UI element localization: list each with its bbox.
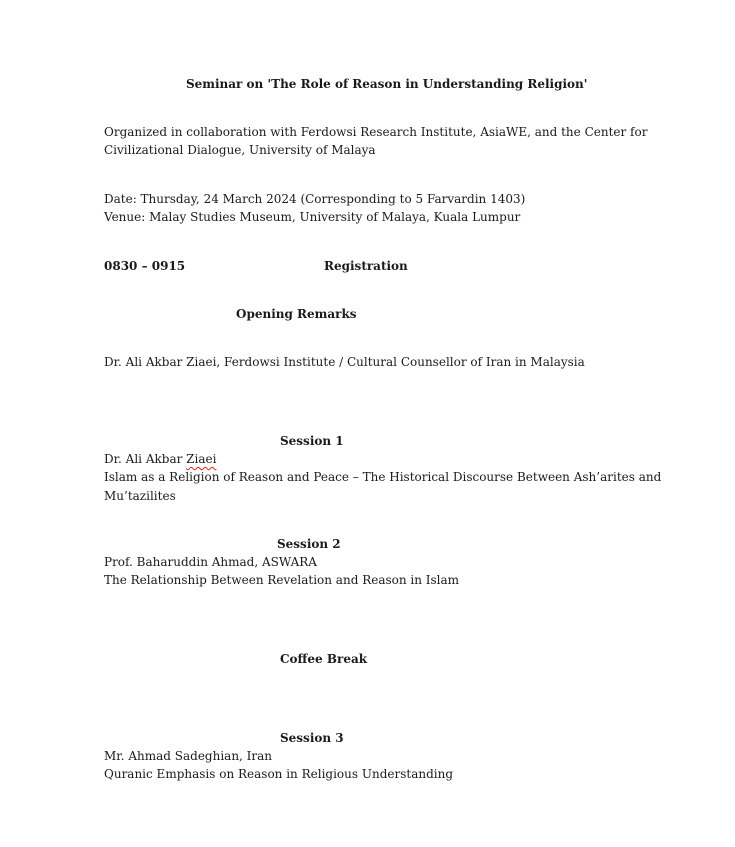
opening-remarks-speaker: Dr. Ali Akbar Ziaei, Ferdowsi Institute / Cultural Counsellor of Iran in Malaysia xyxy=(104,355,585,369)
event-date: Date: Thursday, 24 March 2024 (Corresponding to 5 Farvardin 1403) xyxy=(104,192,526,206)
session-2-speaker: Prof. Baharuddin Ahmad, ASWARA xyxy=(104,555,317,569)
opening-remarks-heading: Opening Remarks xyxy=(236,307,357,321)
session-2-heading: Session 2 xyxy=(277,537,341,551)
session-1-speaker-name: Dr. Ali Akbar xyxy=(104,452,187,466)
registration-label: Registration xyxy=(324,259,408,273)
event-venue: Venue: Malay Studies Museum, University of Malaya, Kuala Lumpur xyxy=(104,210,521,224)
organized-line-1: Organized in collaboration with Ferdowsi Research Institute, AsiaWE, and the Center for xyxy=(104,125,648,139)
session-1-heading: Session 1 xyxy=(280,434,344,448)
session-1-topic-line-2: Mu’tazilites xyxy=(104,489,176,503)
session-3-topic: Quranic Emphasis on Reason in Religious Understanding xyxy=(104,767,454,781)
session-3-heading: Session 3 xyxy=(280,731,344,745)
registration-time: 0830 – 0915 xyxy=(104,259,186,273)
session-2-topic: The Relationship Between Revelation and Reason in Islam xyxy=(104,573,460,587)
spellcheck-flagged-word[interactable]: Ziaei xyxy=(186,452,217,466)
session-1-topic-line-1: Islam as a Religion of Reason and Peace – The Historical Discourse Between Ash’arites and xyxy=(104,470,662,484)
coffee-break-heading: Coffee Break xyxy=(280,652,368,666)
session-1-speaker xyxy=(104,450,216,468)
organized-line-2: Civilizational Dialogue, University of Malaya xyxy=(104,143,376,157)
document-title: Seminar on 'The Role of Reason in Understanding Religion' xyxy=(186,77,588,91)
session-3-speaker: Mr. Ahmad Sadeghian, Iran xyxy=(104,749,273,763)
